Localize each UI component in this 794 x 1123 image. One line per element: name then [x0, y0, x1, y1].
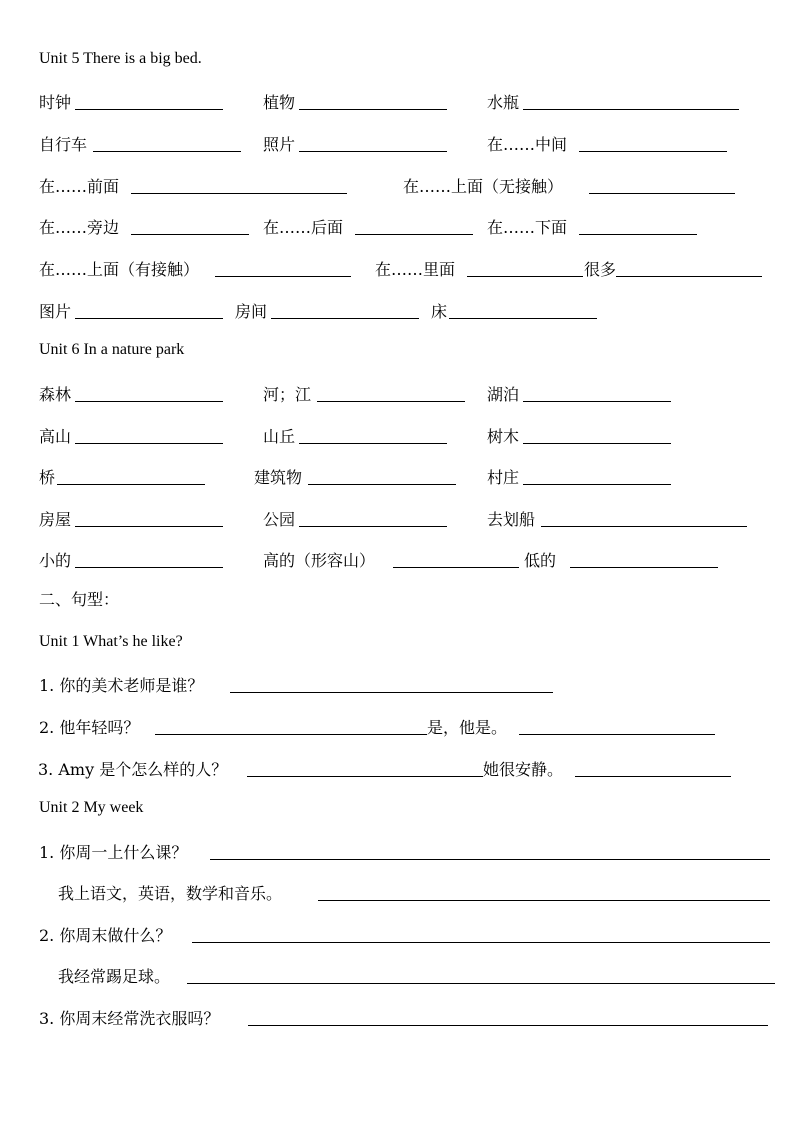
answer-blank[interactable] [523, 109, 739, 110]
question-label: 1. 你周一上什么课？ [39, 843, 188, 862]
word-label: 在……里面 [375, 260, 456, 279]
answer-blank[interactable] [579, 234, 697, 235]
s-unit1-title: Unit 1 What’s he like? [39, 633, 183, 650]
unit6-row-3 [0, 463, 794, 491]
unit5-title: Unit 5 There is a big bed. [39, 50, 202, 67]
word-label: 低的 [524, 551, 557, 570]
unit6-row-2 [0, 422, 794, 450]
word-label: 森林 [39, 385, 72, 404]
word-label: 小的 [39, 551, 72, 570]
answer-blank[interactable] [616, 276, 762, 277]
s-unit2-q1-row [0, 838, 794, 866]
word-label: 在……上面（无接触） [403, 177, 564, 196]
unit5-row-6 [0, 297, 794, 325]
answer-blank[interactable] [271, 318, 419, 319]
answer-blank[interactable] [131, 234, 249, 235]
unit5-row-5 [0, 255, 794, 283]
word-label: 床 [431, 302, 448, 321]
word-label: 很多 [584, 260, 617, 279]
answer-blank[interactable] [523, 443, 671, 444]
s-unit2-a2-row [0, 962, 794, 990]
answer-blank[interactable] [299, 151, 447, 152]
word-label: 在……后面 [263, 218, 344, 237]
answer-blank[interactable] [230, 692, 553, 693]
word-label: 村庄 [487, 468, 520, 487]
word-label: 湖泊 [487, 385, 520, 404]
word-label: 高的（形容山） [263, 551, 376, 570]
word-label: 在……前面 [39, 177, 120, 196]
s-unit2-q3-row [0, 1004, 794, 1032]
answer-blank[interactable] [467, 276, 583, 277]
answer-blank[interactable] [299, 109, 447, 110]
question-label: 2. 他年轻吗？ [39, 718, 140, 737]
answer-blank[interactable] [131, 193, 347, 194]
answer-blank[interactable] [519, 734, 715, 735]
unit6-title: Unit 6 In a nature park [39, 341, 185, 358]
answer-blank[interactable] [449, 318, 597, 319]
word-label: 在……旁边 [39, 218, 120, 237]
word-label: 在……上面（有接触） [39, 260, 200, 279]
answer-blank[interactable] [75, 109, 223, 110]
question-label: 2. 你周末做什么？ [39, 926, 172, 945]
answer-blank[interactable] [75, 318, 223, 319]
answer-blank[interactable] [317, 401, 465, 402]
answer-blank[interactable] [579, 151, 727, 152]
word-label: 去划船 [487, 510, 536, 529]
answer-blank[interactable] [247, 776, 483, 777]
question-label: 3. 你周末经常洗衣服吗？ [39, 1009, 220, 1028]
word-label: 桥 [39, 468, 56, 487]
answer-blank[interactable] [318, 900, 770, 901]
unit6-row-5 [0, 546, 794, 574]
answer-blank[interactable] [541, 526, 747, 527]
answer-blank[interactable] [355, 234, 473, 235]
s-unit1-q1-row [0, 671, 794, 699]
unit5-row-2 [0, 130, 794, 158]
unit6-row-4 [0, 505, 794, 533]
s-unit2-a1-row [0, 879, 794, 907]
answer-label: 是，他是。 [427, 718, 508, 737]
word-label: 房间 [235, 302, 268, 321]
sentences-title: 二、句型： [39, 590, 120, 609]
unit5-row-4 [0, 213, 794, 241]
answer-blank[interactable] [215, 276, 351, 277]
answer-blank[interactable] [589, 193, 735, 194]
word-label: 时钟 [39, 93, 72, 112]
answer-blank[interactable] [299, 526, 447, 527]
word-label: 树木 [487, 427, 520, 446]
s-unit2-q2-row [0, 921, 794, 949]
answer-blank[interactable] [523, 401, 671, 402]
answer-blank[interactable] [187, 983, 775, 984]
s-unit1-q3-row [0, 755, 794, 783]
s-unit2-title: Unit 2 My week [39, 799, 144, 816]
word-label: 在……下面 [487, 218, 568, 237]
answer-blank[interactable] [75, 443, 223, 444]
unit6-row-1 [0, 380, 794, 408]
word-label: 图片 [39, 302, 72, 321]
answer-blank[interactable] [299, 443, 447, 444]
word-label: 河；江 [263, 385, 312, 404]
word-label: 山丘 [263, 427, 296, 446]
word-label: 高山 [39, 427, 72, 446]
word-label: 水瓶 [487, 93, 520, 112]
s-unit1-q2-row [0, 713, 794, 741]
word-label: 建筑物 [254, 468, 303, 487]
unit5-row-3 [0, 172, 794, 200]
answer-blank[interactable] [523, 484, 671, 485]
word-label: 照片 [263, 135, 296, 154]
answer-label: 我经常踢足球。 [58, 967, 171, 986]
answer-blank[interactable] [75, 526, 223, 527]
word-label: 房屋 [39, 510, 72, 529]
word-label: 自行车 [39, 135, 88, 154]
answer-blank[interactable] [210, 859, 770, 860]
answer-blank[interactable] [575, 776, 731, 777]
answer-label: 我上语文，英语，数学和音乐。 [58, 884, 283, 903]
word-label: 植物 [263, 93, 296, 112]
answer-blank[interactable] [75, 401, 223, 402]
answer-blank[interactable] [75, 567, 223, 568]
answer-label: 她很安静。 [483, 760, 564, 779]
answer-blank[interactable] [393, 567, 519, 568]
answer-blank[interactable] [248, 1025, 768, 1026]
answer-blank[interactable] [192, 942, 770, 943]
question-label: 3. Amy 是个怎么样的人？ [38, 760, 228, 779]
answer-blank[interactable] [155, 734, 427, 735]
question-label: 1. 你的美术老师是谁？ [39, 676, 204, 695]
answer-blank[interactable] [570, 567, 718, 568]
word-label: 在……中间 [487, 135, 568, 154]
answer-blank[interactable] [93, 151, 241, 152]
answer-blank[interactable] [57, 484, 205, 485]
word-label: 公园 [263, 510, 296, 529]
answer-blank[interactable] [308, 484, 456, 485]
unit5-row-1 [0, 88, 794, 116]
